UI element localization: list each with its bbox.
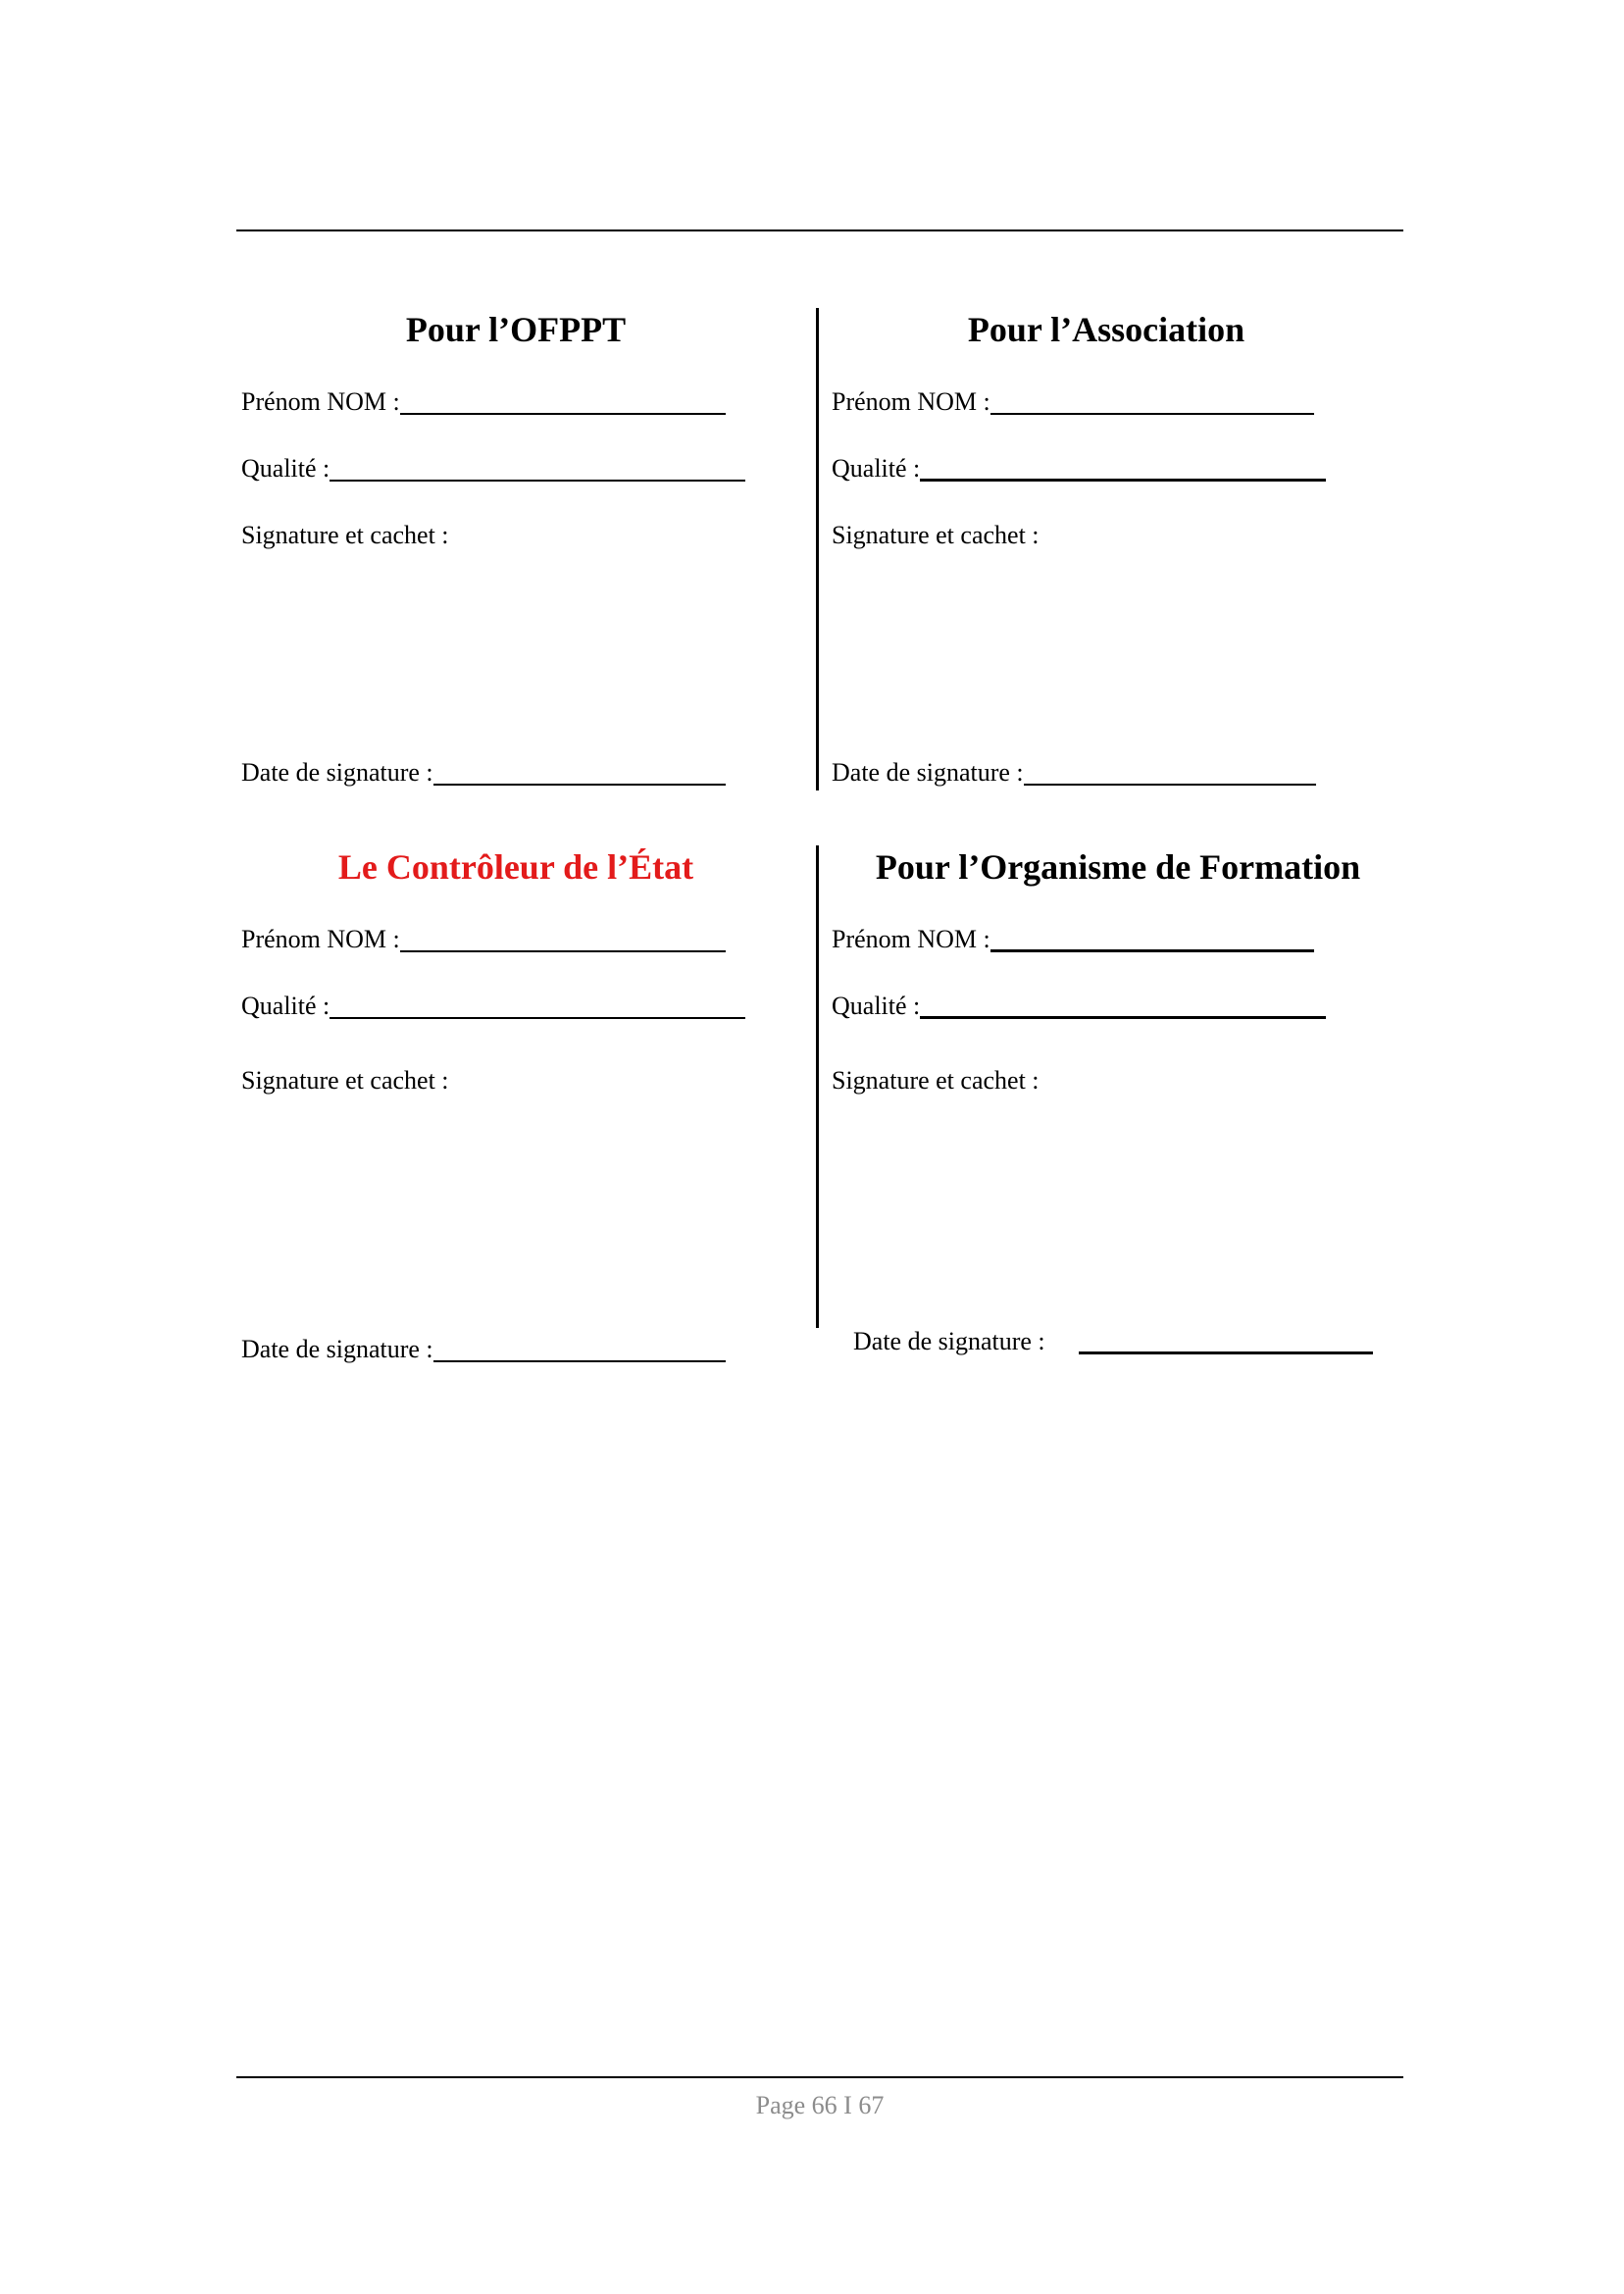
organisme-quality-label: Qualité : xyxy=(832,992,921,1020)
organisme-name-blank[interactable] xyxy=(990,948,1314,952)
controleur-name-label: Prénom NOM : xyxy=(241,925,400,953)
ofppt-name-label: Prénom NOM : xyxy=(241,387,400,416)
ofppt-date-label: Date de signature : xyxy=(241,758,433,787)
controleur-date-field[interactable] xyxy=(241,1334,726,1365)
header-rule xyxy=(236,229,1403,231)
association-quality-field[interactable] xyxy=(832,453,1326,484)
controleur-quality-blank[interactable] xyxy=(330,1016,745,1019)
ofppt-quality-label: Qualité : xyxy=(241,454,330,483)
association-title: Pour l’Association xyxy=(967,310,1245,349)
association-name-blank[interactable] xyxy=(990,412,1314,415)
ofppt-title: Pour l’OFPPT xyxy=(405,310,627,349)
association-name-label: Prénom NOM : xyxy=(832,387,990,416)
footer-rule xyxy=(236,2076,1403,2078)
organisme-quality-blank[interactable] xyxy=(920,1015,1326,1019)
organisme-title: Pour l’Organisme de Formation xyxy=(875,847,1361,887)
controleur-name-blank[interactable] xyxy=(400,949,726,952)
ofppt-date-field[interactable] xyxy=(241,757,726,789)
controleur-quality-field[interactable] xyxy=(241,991,745,1022)
organisme-date-blank[interactable] xyxy=(1079,1351,1373,1354)
ofppt-name-blank[interactable] xyxy=(400,412,726,415)
controleur-name-field[interactable] xyxy=(241,924,726,955)
organisme-signature-label: Signature et cachet : xyxy=(832,1066,1040,1095)
ofppt-signature-label: Signature et cachet : xyxy=(241,521,449,549)
association-name-field[interactable] xyxy=(832,386,1314,418)
association-quality-label: Qualité : xyxy=(832,454,921,483)
association-signature-block xyxy=(832,308,1381,857)
controleur-quality-label: Qualité : xyxy=(241,992,330,1020)
page-number: Page 66 I 67 xyxy=(755,2091,885,2119)
column-divider-bottom xyxy=(816,845,819,1328)
controleur-signature-block xyxy=(241,845,790,1395)
column-divider-top xyxy=(816,308,819,790)
association-date-label: Date de signature : xyxy=(832,758,1024,787)
organisme-name-field[interactable] xyxy=(832,924,1314,955)
organisme-quality-field[interactable] xyxy=(832,991,1326,1022)
organisme-date-label: Date de signature : xyxy=(853,1327,1045,1355)
organisme-date-field[interactable] xyxy=(853,1326,1373,1357)
ofppt-signature-block xyxy=(241,308,790,857)
association-date-field[interactable] xyxy=(832,757,1316,789)
association-date-blank[interactable] xyxy=(1024,783,1316,786)
controleur-date-label: Date de signature : xyxy=(241,1335,433,1363)
organisme-name-label: Prénom NOM : xyxy=(832,925,990,953)
association-quality-blank[interactable] xyxy=(920,478,1326,482)
ofppt-quality-blank[interactable] xyxy=(330,479,745,482)
ofppt-date-blank[interactable] xyxy=(433,783,726,786)
controleur-title: Le Contrôleur de l’État xyxy=(337,847,694,887)
controleur-date-blank[interactable] xyxy=(433,1359,726,1362)
ofppt-quality-field[interactable] xyxy=(241,453,745,484)
controleur-signature-label: Signature et cachet : xyxy=(241,1066,449,1095)
ofppt-name-field[interactable] xyxy=(241,386,726,418)
association-signature-label: Signature et cachet : xyxy=(832,521,1040,549)
organisme-signature-block xyxy=(832,845,1404,1395)
